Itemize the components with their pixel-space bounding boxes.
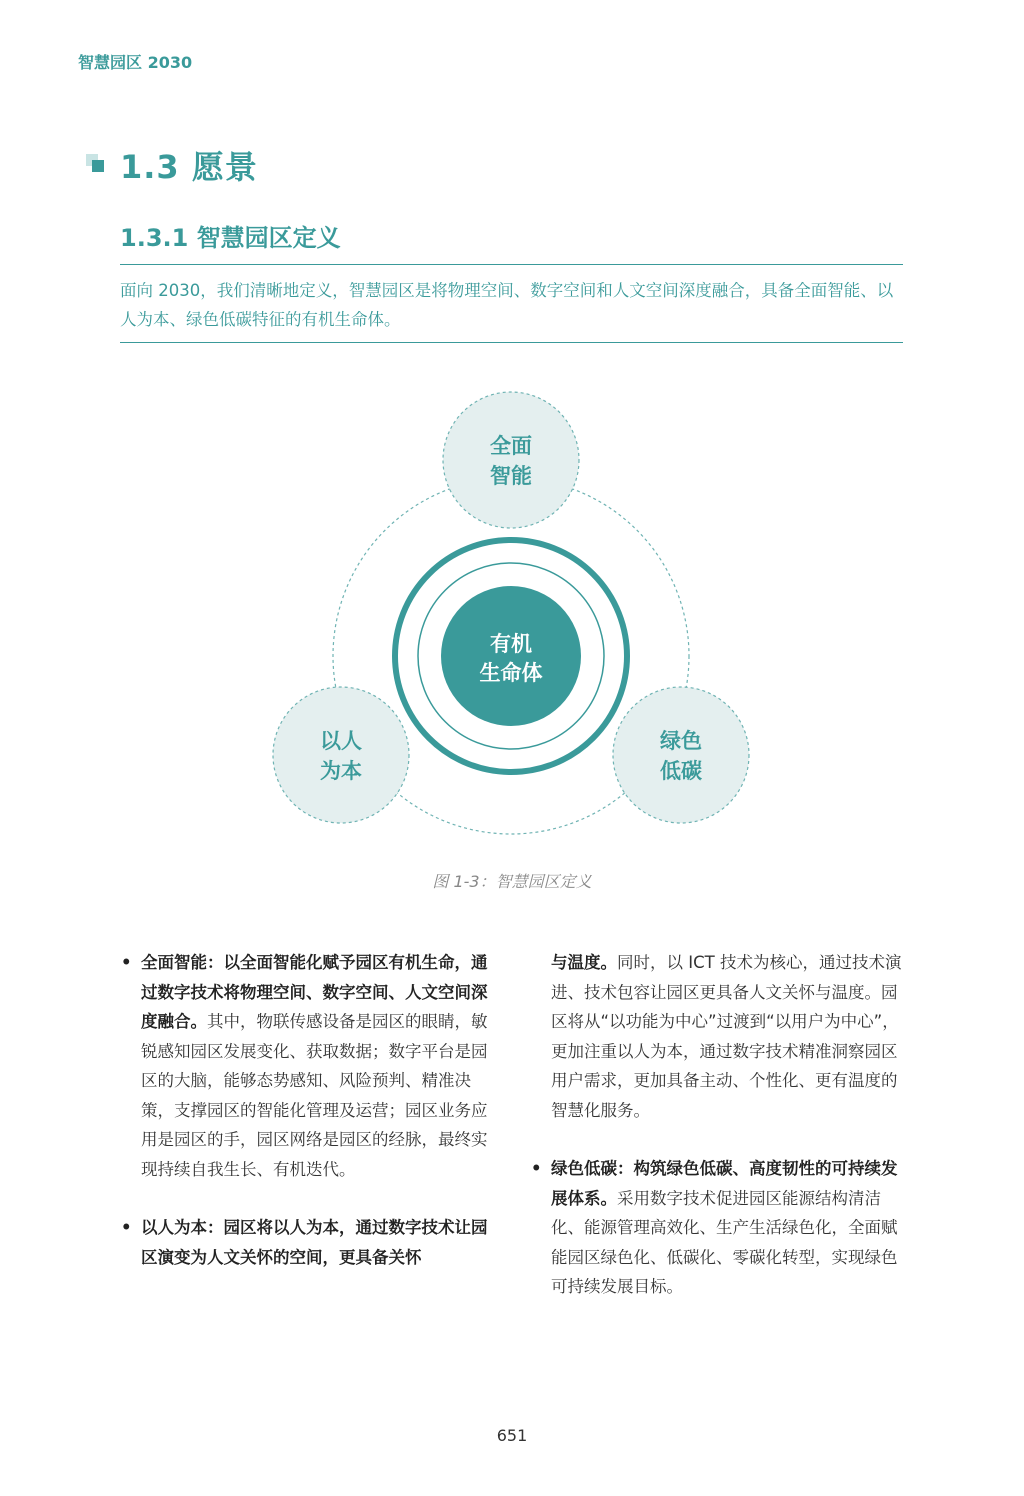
figure-caption: 图 1-3：智慧园区定义 [432, 872, 592, 891]
right-column [531, 948, 913, 1331]
bullet-dot-icon: • [531, 1159, 542, 1178]
left-column [121, 948, 503, 1301]
bullet-item [121, 948, 503, 1184]
bullet-lead: 以人为本：园区将以人为本，通过数字技术让园区演变为人文关怀的空间，更具备关怀 [141, 1218, 488, 1267]
bullet-item [531, 1154, 913, 1302]
bullet-dot-icon: • [121, 953, 132, 972]
page-number: 651 [496, 1426, 528, 1445]
node-left-line2: 为本 [320, 759, 362, 783]
bullet-lead: 全面智能：以全面智能化赋予园区有机生命，通过数字技术将物理空间、数字空间、人文空间深度融合。 [141, 953, 488, 1031]
node-right-line1: 绿色 [660, 729, 702, 753]
definition-text: 面向 2030，我们清晰地定义，智慧园区是将物理空间、数字空间和人文空间深度融合，具备全面智能、以人为本、绿色低碳特征的有机生命体。 [120, 281, 894, 329]
center-label-line1: 有机 [490, 632, 532, 656]
bullet-continuation [551, 948, 913, 1125]
bullet-item [121, 1213, 503, 1272]
center-label-line2: 生命体 [479, 661, 543, 685]
section-title: 1.3 愿景 [120, 148, 258, 186]
bullet-body: 采用数字技术促进园区能源结构清洁化、能源管理高效化、生产生活绿色化，全面赋能园区绿色化、低碳化、零碳化转型，实现绿色可持续发展目标。 [551, 1188, 898, 1296]
bullet-body: 其中，物联传感设备是园区的眼睛，敏锐感知园区发展变化、获取数据；数字平台是园区的大脑，能够态势感知、风险预判、精准决策，支撑园区的智能化管理及运营；园区业务应用是园区的手，园区网络是园区的经脉，最终实现持续自我生长、有机迭代。 [141, 1012, 488, 1179]
node-top-line2: 智能 [490, 464, 532, 488]
node-left-line1: 以人 [320, 729, 362, 753]
bullet-lead: 绿色低碳：构筑绿色低碳、高度韧性的可持续发展体系。 [551, 1159, 898, 1208]
node-left [273, 687, 409, 823]
node-right-line2: 低碳 [660, 759, 702, 783]
bullet-body: 同时，以 ICT 技术为核心，通过技术演进、技术包容让园区更具备人文关怀与温度。园区将从“以功能为中心”过渡到“以用户为中心”，更加注重以人为本，通过数字技术精准洞察园区用户需求，更加具备主动、个性化、更有温度的智慧化服务。 [551, 953, 902, 1120]
bullet-lead-continued: 与温度。 [551, 953, 617, 972]
center-circle [441, 586, 581, 726]
bullet-dot-icon: • [121, 1218, 132, 1237]
node-top [443, 392, 579, 528]
running-header: 智慧园区 2030 [78, 53, 193, 72]
node-top-line1: 全面 [490, 434, 532, 458]
node-right [613, 687, 749, 823]
subsection-title: 1.3.1 智慧园区定义 [120, 224, 341, 252]
